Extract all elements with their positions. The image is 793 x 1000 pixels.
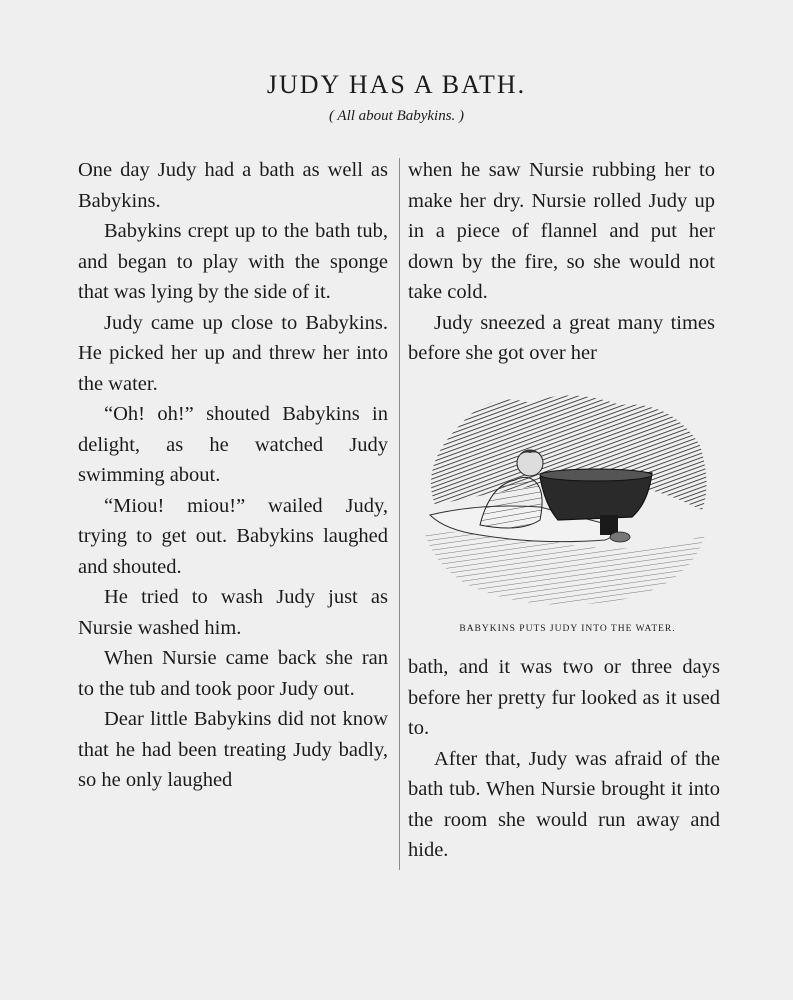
paragraph: Babykins crept up to the bath tub, and began to play with the sponge that was lying by the side of it. (78, 220, 388, 303)
left-column (78, 155, 388, 796)
paragraph: Judy came up close to Babykins. He picked her up and threw her into the water. (78, 311, 388, 395)
cat-in-water (610, 532, 630, 542)
floor-shading (425, 532, 705, 605)
page-subtitle: ( All about Babykins. ) (328, 108, 465, 124)
paragraph: One day Judy had a bath as well as Babykins. (78, 159, 388, 212)
illustration-caption: BABYKINS PUTS JUDY INTO THE WATER. (459, 624, 676, 634)
column-divider (399, 158, 400, 870)
right-column-top (408, 155, 715, 369)
paragraph: When Nursie came back she ran to the tub and took poor Judy out. (78, 647, 388, 700)
paragraph: He tried to wash Judy just as Nursie washed him. (78, 586, 388, 639)
paragraph: “Oh! oh!” shouted Babykins in delight, as he watched Judy swimming about. (78, 403, 388, 486)
right-column-bottom (408, 652, 720, 866)
paragraph: bath, and it was two or three days before her pretty fur looked as it used to. (408, 656, 720, 739)
paragraph: “Miou! miou!” wailed Judy, trying to get out. Babykins laughed and shouted. (78, 494, 388, 578)
page-title: JUDY HAS A BATH. (266, 70, 527, 99)
bath-illustration (420, 385, 710, 617)
paragraph: when he saw Nursie rubbing her to make her dry. Nursie rolled Judy up in a piece of flannel and put her down by the fire, so she would not take cold. (408, 159, 715, 303)
paragraph: Judy sneezed a great many times before she got over her (408, 311, 715, 364)
paragraph: After that, Judy was afraid of the bath tub. When Nursie brought it into the room she would run away and hide. (408, 747, 720, 861)
paragraph: Dear little Babykins did not know that he had been treating Judy badly, so he only laughed (78, 708, 388, 791)
